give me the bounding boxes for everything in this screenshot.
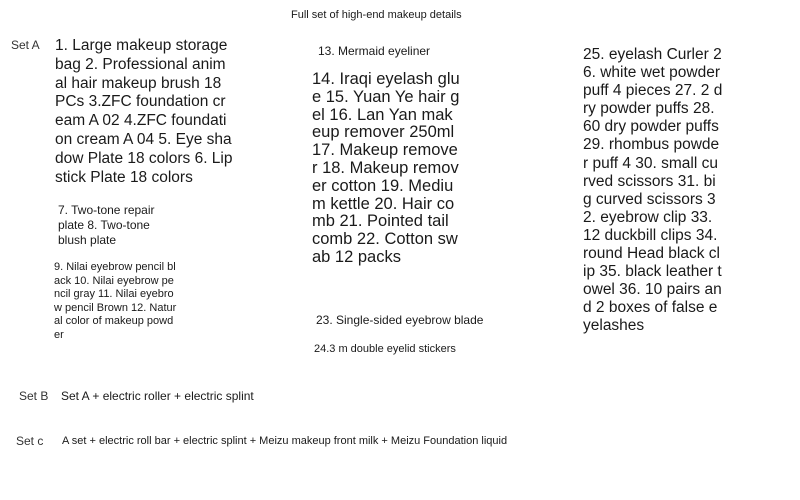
set-a-items-1-6: 1. Large makeup storage bag 2. Professional animal hair makeup brush 18 PCs 3.ZFC foundation cream A 02 4.ZFC foundation cream A 04 5. Eye shadow Plate 18 colors 6. Lipstick Plate 18 colors	[55, 37, 233, 186]
set-a-item-24: 24.3 m double eyelid stickers	[314, 343, 456, 355]
set-b-label: Set B	[19, 389, 49, 403]
set-a-items-14-22: 14. Iraqi eyelash glue 15. Yuan Ye hair gel 16. Lan Yan makeup remover 250ml 17. Makeup remover 18. Makeup remover cotton 19. Medium kettle 20. Hair comb 21. Pointed tail comb 22. Cotton swab 12 packs	[312, 70, 460, 266]
set-a-item-23: 23. Single-sided eyebrow blade	[316, 313, 484, 327]
set-a-items-7-8: 7. Two-tone repair plate 8. Two-tone blush plate	[58, 203, 155, 247]
set-c-label: Set c	[16, 434, 44, 448]
set-a-items-9-12: 9. Nilai eyebrow pencil black 10. Nilai eyebrow pencil gray 11. Nilai eyebrow pencil Brown 12. Natural color of makeup powder	[54, 261, 177, 341]
set-a-item-13: 13. Mermaid eyeliner	[318, 44, 431, 58]
set-b-description: Set A + electric roller + electric splint	[61, 389, 254, 403]
set-c-description: A set + electric roll bar + electric splint + Meizu makeup front milk + Meizu Foundation liquid	[62, 435, 508, 447]
page-title: Full set of high-end makeup details	[291, 9, 462, 21]
set-a-items-25-36: 25. eyelash Curler 26. white wet powder puff 4 pieces 27. 2 dry powder puffs 28.60 dry powder puffs 29. rhombus powder puff 4 30. small curved scissors 31. big curved scissors 32. eyebrow clip 33. 12 duckbill clips 34. round Head black clip 35. black leather towel 36. 10 pairs and 2 boxes of false eyelashes	[583, 46, 723, 335]
set-a-label: Set A	[11, 38, 40, 52]
